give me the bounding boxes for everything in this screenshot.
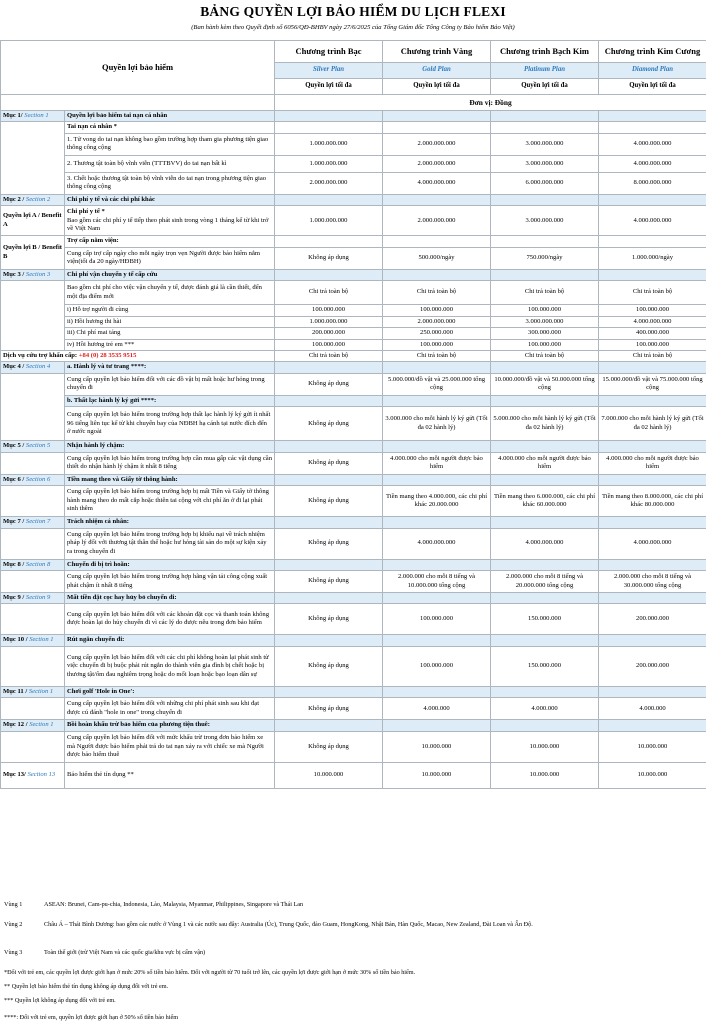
section-title: Quyền lợi bảo hiểm tai nạn cá nhân bbox=[65, 111, 275, 122]
max-label: Quyền lợi tối đa bbox=[275, 79, 383, 95]
max-label: Quyền lợi tối đa bbox=[491, 79, 599, 95]
plan-gold-en: Gold Plan bbox=[383, 63, 491, 79]
benefit-a-label: Quyền lợi A / Benefit A bbox=[1, 206, 65, 236]
value-cell: 1.000.000.000 bbox=[275, 133, 383, 155]
value-cell: 100.000.000 bbox=[383, 339, 491, 350]
value-cell: 2.000.000.000 bbox=[383, 133, 491, 155]
value-cell: 100.000.000 bbox=[275, 339, 383, 350]
value-cell: 1.000.000.000 bbox=[275, 206, 383, 236]
value-cell: 8.000.000.000 bbox=[599, 172, 706, 194]
value-cell: Chi trả toàn bộ bbox=[491, 350, 599, 361]
plan-gold: Chương trình Vàng bbox=[383, 41, 491, 63]
value-cell: 500.000/ngày bbox=[383, 247, 491, 269]
benefit-text: Cung cấp quyền lợi bảo hiểm đối với những chi phí phát sinh sau khi đạt được cú đánh "hole in one" trong chuyến đi bbox=[65, 698, 275, 720]
benefits-label: Quyền lợi bảo hiểm bbox=[1, 41, 275, 95]
subsection-title: b. Thất lạc hành lý ký gửi ****: bbox=[65, 395, 275, 406]
value-cell: 750.000/ngày bbox=[491, 247, 599, 269]
value-cell: 2.000.000.000 bbox=[383, 316, 491, 327]
value-cell: Không áp dụng bbox=[275, 571, 383, 593]
value-cell: 4.000.000.000 bbox=[599, 155, 706, 172]
value-cell: Không áp dụng bbox=[275, 407, 383, 441]
value-cell: 200.000.000 bbox=[275, 328, 383, 339]
section-title: Nhận hành lý chậm: bbox=[65, 441, 275, 452]
value-cell: 100.000.000 bbox=[599, 305, 706, 316]
plan-diamond-en: Diamond Plan bbox=[599, 63, 706, 79]
document-page: BẢNG QUYỀN LỢI BẢO HIỂM DU LỊCH FLEXI (Ban hành kèm theo Quyết định số 6056/QĐ-BHBV ngày 27/6/2025 của Tổng Giám đốc Tổng Công ty Bảo hiểm Bảo Việt) Quyền lợi bảo hiểm Chương trình Bạc Chương trình Vàng Chương trình Bạch Kim Chương trình Kim Cương Silver Plan Gold Plan Platinum Plan Diamond Plan Quyền lợi tối đa Quyền lợi tối đa Quyền lợi tối đa Quyền lợi tối đa Đơn vị: Đồng Mục 1/ Section 1 Quyền lợi bảo hiểm tai nạn cá nhân Tai nạn cá nhân * 1. Tử vong do tai nạn không bao gồm trường hợp tham gia phương tiện giao thông công cộng 1.000.000.000 2.000.000.000 3.000.000.000 4.000.000.000 2. Thương tật toàn bộ vĩnh viễn (TTTBVV) do tai nạn bất kì 1.000.000.000 2.000.000.000 3.000.000.000 4.000.000.000 3. Chết hoặc thương tật toàn bộ vĩnh viễn do tai nạn trong phương tiện giao thông công cộng 2.000.000.000 4.000.000.000 6.000.000.000 8.000.000.000 Mục 2 / Section 2 Chi phí y tế và các chi phí khác Quyền lợi A / Benefit A Chi phí y tế * Bao gồm các chi phí y tế tiếp theo phát sinh trong vòng 1 tháng kể từ khi trở về Việt Nam 1.000.000.000 2.000.000.000 3.000.000.000 4.000.000.000 Quyền lợi B / Benefit B Trợ cấp nằm viện: Cung cấp trợ cấp ngày cho mỗi ngày trọn vẹn Người được bảo hiểm nằm viện(tối đa 20 ngày/HĐBH) Không áp dụng 500.000/ngày 750.000/ngày 1.000.000/ngày Mục 3 / Section 3 Chi phí vận chuyển y tế cấp cứu Bao gồm chi phí cho việc vận chuyển y tế, được đánh giá là cần thiết, đến một địa điểm mới Chi trả toàn bộ Chi trả toàn bộ Chi trả toàn bộ Chi trả toàn bộ i) Hỗ trợ người đi cùng 100.000.000 100.000.000 100.000.000 100.000.000 ii) Hồi hương thi hài 1.000.000.000 2.000.000.000 3.000.000.000 4.000.000.000 iii) Chi phí mai táng 200.000.000 250.000.000 300.000.000 400.000.000 iv) Hồi hương trẻ em *** 100.000.000 100.000.000 100.000.000 100.000.000 Dịch vụ cứu trợ khẩn cấp: +84 (0) 28 3535 9515 Chi trả toàn bộ Chi trả toàn bộ Chi trả toàn bộ Chi trả toàn bộ Mục 4 / Section 4 a. Hành lý và tư trang ****: Cung cấp quyền lợi bảo hiểm đối với các đồ vật bị mất hoặc hư hỏng trong chuyến đi Không áp dụng 5.000.000/đồ vật và 25.000.000 tổng cộng 10.000.000/đồ vật và 50.000.000 tổng cộng 15.000.000/đồ vật và 75.000.000 tổng cộng b. Thất lạc hành lý ký gửi ****: Cung cấp quyền lợi bảo hiểm trong trường hợp thất lạc hành lý ký gửi ít nhất 96 tiếng liên tục kể từ khi chuyến bay của NĐBH hạ cánh tại nước đích đến ở nước ngoài Không áp dụng 3.000.000 cho mỗi hành lý ký gửi (Tối đa 02 hành lý) 5.000.000 cho mỗi hành lý ký gửi (Tối đa 02 hành lý) 7.000.000 cho mỗi hành lý ký gửi (Tối đa 02 hành lý) Mục 5 / Section 5 Nhận hành lý chậm: Cung cấp quyền lợi bảo hiểm trong trường hợp cần mua gấp các vật dụng cần thiết do nhận hành lý chậm ít nhất 8 tiếng Không áp dụng 4.000.000 cho mỗi người được bảo hiểm 4.000.000 cho mỗi người được bảo hiểm 4.000.000 cho mỗi người được bảo hiểm Mục 6 / Section 6 Tiền mang theo và Giấy tờ thông hành: Cung cấp quyền lợi bảo hiểm trong trường hợp bị mất Tiền và Giấy tờ thông hành mang theo do mất cắp hoặc thiên tai cộng với chi phí ăn ở đi lại phát sinh thêm Không áp dụng Tiền mang theo 4.000.000, các chi phí khác 20.000.000 Tiền mang theo 6.000.000, các chi phí khác 60.000.000 Tiền mang theo 8.000.000, các chi phí khác 80.000.000 Mục 7 / Section 7 Trách nhiệm cá nhân: Cung cấp quyền lợi bảo hiểm trong trường hợp bị khiếu nại về trách nhiệm pháp lý đối với thương tật thân thể hoặc hư hỏng tài sản do một sự kiện xảy ra trong chuyến đi Không áp dụng 4.000.000.000 4.000.000.000 4.000.000.000 Mục 8 / Section 8 Chuyến đi bị trì hoãn: Cung cấp quyền lợi bảo hiểm trong trường hợp hãng vận tải công cộng xuất phát chậm ít nhất 8 tiếng Không áp dụng 2.000.000 cho mỗi 8 tiếng và 10.000.000 tổng cộng 2.000.000 cho mỗi 8 tiếng và 20.000.000 tổng cộng 2.000.000 cho mỗi 8 tiếng và 30.000.000 tổng cộng Mục 9 / Section 9 Mất tiền đặt cọc hay hủy bỏ chuyến đi: Cung cấp quyền lợi bảo hiểm đối với các khoản đặt cọc và thanh toán không được hoàn lại do hủy chuyến đi vì các lý do được nêu trong đơn bảo hiểm Không áp dụng 100.000.000 150.000.000 200.000.000 Mục 10 / Section 1 Rút ngắn chuyến đi: Cung cấp quyền lợi bảo hiểm đối với các chi phí không hoàn lại phát sinh từ việc chuyến đi bị buộc phải rút ngắn do thành viên gia đình bị chết hoặc bị thương tật/ốm đau nghiêm trọng hoặc do mối loạn hoặc bạo loạn dân sự Không áp dụng 100.000.000 150.000.000 200.000.000 Mục 11 / Section 1 Chơi golf 'Hole in One': Cung cấp quyền lợi bảo hiểm đối với những chi phí phát sinh sau khi đạt được cú đánh "hole in one" trong chuyến đi Không áp dụng 4.000.000 4.000.000 4.000.000 Mục 12 / Section 1 Bồi hoàn khấu trừ bảo hiểm của phương tiện thuê: Cung cấp quyền lợi bảo hiểm đối với mức khấu trừ trong đơn bảo hiểm xe mà Người được bảo hiểm phải trả do tai nạn xảy ra với chiếc xe mà Người được bảo hiểm thuê Không áp dụng 10.000.000 10.000.000 10.000.000 Mục 13/ Section 13 Bảo hiểm thẻ tín dụng ** 10.000.000 10.000.000 10.000.000 10.000.000 Vùng 1 ASEAN: Brunei, Cam-pu-chia, Indonesia, Lào, Malaysia, Myanmar, Philippines, Singapore và Thái Lan Vùng 2 Châu Á – Thái Bình Dương: bao gồm các nước ở Vùng 1 và các nước sau đây: Australia (Úc), Trung Quốc, đảo Guam, HongKong, Nhật Bản, Hàn Quốc, Macao, New Zealand, Đài Loan và Ấn Độ. Vùng 3 Toàn thế giới (trừ Việt Nam và các quốc gia/khu vực bị cấm vận) *Đối với trẻ em, các quyền lợi được giới hạn ở mức 20% số tiền bảo hiểm. Đối với người từ 70 tuổi trở lên, các quyền lợi được giới hạn ở mức 30% số tiền bảo hiểm. ** Quyền lợi bảo hiểm thẻ tín dụng không áp dụng đối với trẻ em. *** Quyền lợi không áp dụng đối với trẻ em. ****: Đối với trẻ em, quyền lợi được giới hạn ở 50% số tiền bảo hiểm bbox=[0, 0, 706, 1024]
section-title: Chuyến đi bị trì hoãn: bbox=[65, 559, 275, 570]
value-cell: 10.000.000/đồ vật và 50.000.000 tổng cộng bbox=[491, 373, 599, 395]
value-cell: Chi trả toàn bộ bbox=[383, 350, 491, 361]
value-cell: 3.000.000.000 bbox=[491, 133, 599, 155]
value-cell: 100.000.000 bbox=[491, 339, 599, 350]
value-cell: Tiền mang theo 6.000.000, các chi phí khác 60.000.000 bbox=[491, 486, 599, 517]
section-label: Mục 2 / Section 2 bbox=[1, 194, 65, 205]
value-cell: 15.000.000/đồ vật và 75.000.000 tổng cộng bbox=[599, 373, 706, 395]
plan-silver-en: Silver Plan bbox=[275, 63, 383, 79]
section-title: Chơi golf 'Hole in One': bbox=[65, 686, 275, 697]
value-cell: 250.000.000 bbox=[383, 328, 491, 339]
plan-silver: Chương trình Bạc bbox=[275, 41, 383, 63]
value-cell: 200.000.000 bbox=[599, 646, 706, 686]
value-cell: Không áp dụng bbox=[275, 731, 383, 762]
section-label: Mục 9 / Section 9 bbox=[1, 593, 65, 604]
value-cell: Không áp dụng bbox=[275, 528, 383, 559]
value-cell: 1.000.000.000 bbox=[275, 155, 383, 172]
section-label: Mục 4 / Section 4 bbox=[1, 362, 65, 373]
value-cell: Không áp dụng bbox=[275, 646, 383, 686]
benefit-text: Cung cấp quyền lợi bảo hiểm đối với các khoản đặt cọc và thanh toán không được hoàn lại do hủy chuyến đi vì các lý do được nêu trong đơn bảo hiểm bbox=[65, 604, 275, 635]
value-cell: 10.000.000 bbox=[491, 731, 599, 762]
value-cell: Không áp dụng bbox=[275, 373, 383, 395]
value-cell: 4.000.000.000 bbox=[383, 528, 491, 559]
value-cell: 1.000.000/ngày bbox=[599, 247, 706, 269]
page-title: BẢNG QUYỀN LỢI BẢO HIỂM DU LỊCH FLEXI bbox=[200, 4, 506, 19]
benefit-text: Bao gồm chi phí cho việc vận chuyển y tế, được đánh giá là cần thiết, đến một địa điểm mới bbox=[65, 281, 275, 305]
value-cell: 10.000.000 bbox=[383, 762, 491, 788]
value-cell: 100.000.000 bbox=[275, 305, 383, 316]
value-cell: 4.000.000 bbox=[599, 698, 706, 720]
value-cell: 2.000.000.000 bbox=[383, 206, 491, 236]
value-cell: Không áp dụng bbox=[275, 698, 383, 720]
value-cell: 5.000.000 cho mỗi hành lý ký gửi (Tối đa 02 hành lý) bbox=[491, 407, 599, 441]
value-cell: Không áp dụng bbox=[275, 452, 383, 474]
value-cell: 10.000.000 bbox=[599, 762, 706, 788]
section-title: Trách nhiệm cá nhân: bbox=[65, 517, 275, 528]
value-cell: Tiền mang theo 8.000.000, các chi phí khác 80.000.000 bbox=[599, 486, 706, 517]
value-cell: Chi trả toàn bộ bbox=[491, 281, 599, 305]
value-cell: Chi trả toàn bộ bbox=[599, 350, 706, 361]
value-cell: 2.000.000 cho mỗi 8 tiếng và 20.000.000 tổng cộng bbox=[491, 571, 599, 593]
value-cell: 4.000.000.000 bbox=[599, 206, 706, 236]
value-cell: Chi trả toàn bộ bbox=[383, 281, 491, 305]
section-label: Mục 6 / Section 6 bbox=[1, 474, 65, 485]
value-cell: 100.000.000 bbox=[383, 646, 491, 686]
value-cell: Không áp dụng bbox=[275, 247, 383, 269]
benefit-text: Cung cấp quyền lợi bảo hiểm đối với mức khấu trừ trong đơn bảo hiểm xe mà Người được bảo hiểm phải trả do tai nạn xảy ra với chiếc xe mà Người được bảo hiểm thuê bbox=[65, 731, 275, 762]
value-cell: 4.000.000.000 bbox=[599, 528, 706, 559]
section-title: Bồi hoàn khấu trừ bảo hiểm của phương tiện thuê: bbox=[65, 720, 275, 731]
section-title: Tiền mang theo và Giấy tờ thông hành: bbox=[65, 474, 275, 485]
value-cell: 2.000.000 cho mỗi 8 tiếng và 10.000.000 tổng cộng bbox=[383, 571, 491, 593]
value-cell: 400.000.000 bbox=[599, 328, 706, 339]
section-title: Chi phí y tế và các chi phí khác bbox=[65, 194, 275, 205]
value-cell: Không áp dụng bbox=[275, 604, 383, 635]
benefit-text: iii) Chi phí mai táng bbox=[65, 328, 275, 339]
value-cell: 3.000.000.000 bbox=[491, 155, 599, 172]
value-cell: Không áp dụng bbox=[275, 486, 383, 517]
value-cell: 200.000.000 bbox=[599, 604, 706, 635]
value-cell: 100.000.000 bbox=[599, 339, 706, 350]
value-cell: Chi trả toàn bộ bbox=[275, 350, 383, 361]
section-title: Rút ngắn chuyến đi: bbox=[65, 635, 275, 646]
benefit-text: Cung cấp quyền lợi bảo hiểm trong trường hợp thất lạc hành lý ký gửi ít nhất 96 tiếng liên tục kể từ khi chuyến bay của NĐBH hạ cánh tại nước đích đến ở nước ngoài bbox=[65, 407, 275, 441]
section-title: a. Hành lý và tư trang ****: bbox=[65, 362, 275, 373]
value-cell: 10.000.000 bbox=[491, 762, 599, 788]
benefit-text: Cung cấp quyền lợi bảo hiểm đối với các đồ vật bị mất hoặc hư hỏng trong chuyến đi bbox=[65, 373, 275, 395]
section-label: Mục 8 / Section 8 bbox=[1, 559, 65, 570]
section-title: Chi phí vận chuyển y tế cấp cứu bbox=[65, 269, 275, 280]
value-cell: 2.000.000.000 bbox=[383, 155, 491, 172]
benefit-text: Cung cấp quyền lợi bảo hiểm đối với các chi phí không hoàn lại phát sinh từ việc chuyến đi bị buộc phải rút ngắn do thành viên gia đình bị chết hoặc bị thương tật/ốm đau nghiêm trọng hoặc do mối loạn hoặc bạo loạn dân sự bbox=[65, 646, 275, 686]
benefit-text: Cung cấp quyền lợi bảo hiểm trong trường hợp bị khiếu nại về trách nhiệm pháp lý đối với thương tật thân thể hoặc hư hỏng tài sản do một sự kiện xảy ra trong chuyến đi bbox=[65, 528, 275, 559]
footnote: ****: Đối với trẻ em, quyền lợi được giới hạn ở 50% số tiền bảo hiểm bbox=[4, 1014, 179, 1021]
value-cell: 4.000.000 cho mỗi người được bảo hiểm bbox=[491, 452, 599, 474]
plan-platinum: Chương trình Bạch Kim bbox=[491, 41, 599, 63]
value-cell: 10.000.000 bbox=[275, 762, 383, 788]
section-label: Mục 3 / Section 3 bbox=[1, 269, 65, 280]
rescue-service: Dịch vụ cứu trợ khẩn cấp: +84 (0) 28 3535 9515 bbox=[1, 350, 275, 361]
value-cell: 100.000.000 bbox=[383, 305, 491, 316]
rescue-phone: +84 (0) 28 3535 9515 bbox=[78, 351, 137, 359]
value-cell: Chi trả toàn bộ bbox=[599, 281, 706, 305]
benefit-text: Cung cấp quyền lợi bảo hiểm trong trường hợp hãng vận tải công cộng xuất phát chậm ít nhất 8 tiếng bbox=[65, 571, 275, 593]
value-cell: Chi trả toàn bộ bbox=[275, 281, 383, 305]
page-subtitle: (Ban hành kèm theo Quyết định số 6056/QĐ-BHBV ngày 27/6/2025 của Tổng Giám đốc Tổng Công ty Bảo hiểm Bảo Việt) bbox=[191, 24, 515, 31]
value-cell: 4.000.000 cho mỗi người được bảo hiểm bbox=[599, 452, 706, 474]
value-cell: 4.000.000 bbox=[383, 698, 491, 720]
value-cell: 150.000.000 bbox=[491, 646, 599, 686]
section-title: Mất tiền đặt cọc hay hủy bỏ chuyến đi: bbox=[65, 593, 275, 604]
value-cell: 100.000.000 bbox=[491, 305, 599, 316]
value-cell: 4.000.000 bbox=[491, 698, 599, 720]
value-cell: 2.000.000.000 bbox=[275, 172, 383, 194]
benefit-text: Chi phí y tế * Bao gồm các chi phí y tế tiếp theo phát sinh trong vòng 1 tháng kể từ khi trở về Việt Nam bbox=[65, 206, 275, 236]
value-cell: 4.000.000.000 bbox=[383, 172, 491, 194]
section-label: Mục 1/ Section 1 bbox=[1, 111, 65, 122]
value-cell: 3.000.000.000 bbox=[491, 316, 599, 327]
value-cell: 300.000.000 bbox=[491, 328, 599, 339]
value-cell: 3.000.000 cho mỗi hành lý ký gửi (Tối đa 02 hành lý) bbox=[383, 407, 491, 441]
value-cell: 10.000.000 bbox=[383, 731, 491, 762]
section-label: Mục 7 / Section 7 bbox=[1, 517, 65, 528]
max-label: Quyền lợi tối đa bbox=[383, 79, 491, 95]
footnote: *Đối với trẻ em, các quyền lợi được giới hạn ở mức 20% số tiền bảo hiểm. Đối với người từ 70 tuổi trở lên, các quyền lợi được giới hạn ở mức 30% số tiền bảo hiểm. bbox=[4, 969, 416, 976]
benefits-table bbox=[0, 40, 706, 789]
plan-platinum-en: Platinum Plan bbox=[491, 63, 599, 79]
value-cell: 10.000.000 bbox=[599, 731, 706, 762]
benefit-text: i) Hỗ trợ người đi cùng bbox=[65, 305, 275, 316]
max-label: Quyền lợi tối đa bbox=[599, 79, 706, 95]
value-cell: 6.000.000.000 bbox=[491, 172, 599, 194]
benefit-b-label: Quyền lợi B / Benefit B bbox=[1, 236, 65, 269]
benefit-text: ii) Hồi hương thi hài bbox=[65, 316, 275, 327]
benefit-text: 1. Tử vong do tai nạn không bao gồm trường hợp tham gia phương tiện giao thông công cộng bbox=[65, 133, 275, 155]
section-label: Mục 11 / Section 1 bbox=[1, 686, 65, 697]
value-cell: 150.000.000 bbox=[491, 604, 599, 635]
value-cell: 3.000.000.000 bbox=[491, 206, 599, 236]
benefit-text: Cung cấp quyền lợi bảo hiểm trong trường hợp cần mua gấp các vật dụng cần thiết do nhận hành lý chậm ít nhất 8 tiếng bbox=[65, 452, 275, 474]
footnote: *** Quyền lợi không áp dụng đối với trẻ em. bbox=[4, 997, 116, 1004]
benefit-text: iv) Hồi hương trẻ em *** bbox=[65, 339, 275, 350]
subsection-title: Trợ cấp nằm viện: bbox=[65, 236, 275, 247]
value-cell: 5.000.000/đồ vật và 25.000.000 tổng cộng bbox=[383, 373, 491, 395]
benefit-text: 2. Thương tật toàn bộ vĩnh viễn (TTTBVV) do tai nạn bất kì bbox=[65, 155, 275, 172]
benefit-text: 3. Chết hoặc thương tật toàn bộ vĩnh viễn do tai nạn trong phương tiện giao thông công cộng bbox=[65, 172, 275, 194]
value-cell: 100.000.000 bbox=[383, 604, 491, 635]
section-label: Mục 13/ Section 13 bbox=[1, 762, 65, 788]
benefit-text: Cung cấp quyền lợi bảo hiểm trong trường hợp bị mất Tiền và Giấy tờ thông hành mang theo do mất cắp hoặc thiên tai cộng với chi phí ăn ở đi lại phát sinh thêm bbox=[65, 486, 275, 517]
value-cell: 2.000.000 cho mỗi 8 tiếng và 30.000.000 tổng cộng bbox=[599, 571, 706, 593]
value-cell: 4.000.000.000 bbox=[599, 316, 706, 327]
unit-label: Đơn vị: Đồng bbox=[275, 95, 706, 111]
value-cell: 7.000.000 cho mỗi hành lý ký gửi (Tối đa 02 hành lý) bbox=[599, 407, 706, 441]
benefit-text: Bảo hiểm thẻ tín dụng ** bbox=[65, 762, 275, 788]
section-label: Mục 10 / Section 1 bbox=[1, 635, 65, 646]
footnote: ** Quyền lợi bảo hiểm thẻ tín dụng không áp dụng đối với trẻ em. bbox=[4, 983, 169, 990]
value-cell: 1.000.000.000 bbox=[275, 316, 383, 327]
subsection-title: Tai nạn cá nhân * bbox=[65, 122, 275, 133]
plan-diamond: Chương trình Kim Cương bbox=[599, 41, 706, 63]
value-cell: 4.000.000 cho mỗi người được bảo hiểm bbox=[383, 452, 491, 474]
section-label: Mục 5 / Section 5 bbox=[1, 441, 65, 452]
value-cell: Tiền mang theo 4.000.000, các chi phí khác 20.000.000 bbox=[383, 486, 491, 517]
value-cell: 4.000.000.000 bbox=[491, 528, 599, 559]
section-label: Mục 12 / Section 1 bbox=[1, 720, 65, 731]
value-cell: 4.000.000.000 bbox=[599, 133, 706, 155]
benefit-text: Cung cấp trợ cấp ngày cho mỗi ngày trọn vẹn Người được bảo hiểm nằm viện(tối đa 20 ngày/HĐBH) bbox=[65, 247, 275, 269]
